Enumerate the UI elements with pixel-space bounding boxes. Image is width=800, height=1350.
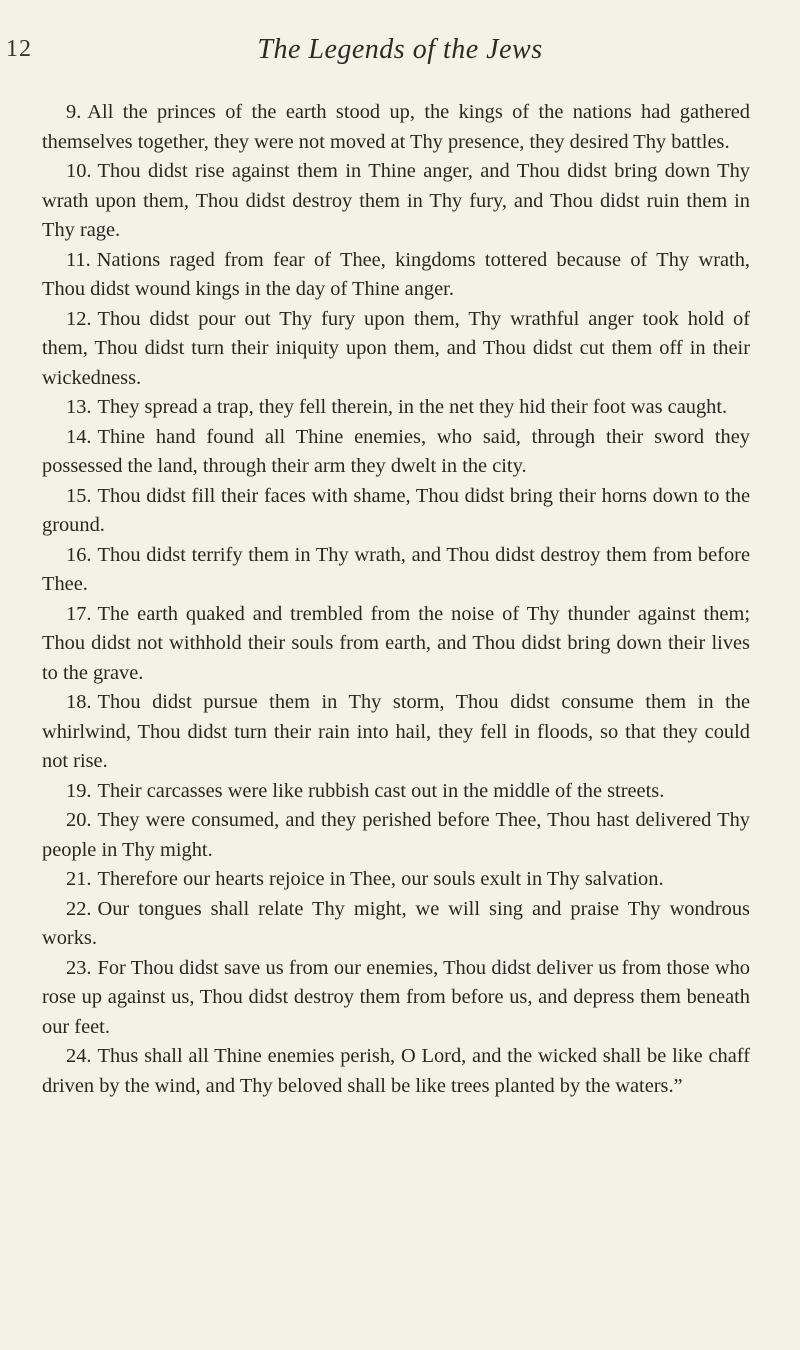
page-header	[0, 28, 800, 78]
verse-number: 13.	[66, 396, 92, 418]
verse-text: Nations raged from fear of Thee, kingdoms tottered because of Thy wrath, Thou didst wound kings in the day of Thine anger.	[42, 248, 750, 300]
verse	[42, 305, 750, 394]
verse-number: 10.	[66, 160, 92, 182]
verse	[42, 1042, 750, 1101]
verse-number: 23.	[66, 956, 92, 979]
verse-text: They spread a trap, they fell therein, in the net they hid their foot was caught.	[97, 396, 728, 418]
verse-number: 12.	[66, 307, 92, 330]
verse-text: All the princes of the earth stood up, the kings of the nations had gathered themselves together, they were not moved at Thy presence, they desired Thy battles.	[42, 101, 750, 153]
verse-text: Thou didst rise against them in Thine anger, and Thou didst bring down Thy wrath upon them, Thou didst destroy them in Thy fury, and Thou didst ruin them in Thy rage.	[42, 160, 750, 241]
verse	[42, 954, 750, 1043]
verse-text: For Thou didst save us from our enemies, Thou didst deliver us from those who rose up against us, Thou didst destroy them from before us, and depress them beneath our feet.	[42, 956, 750, 1038]
body-text	[42, 98, 750, 1101]
verse	[42, 98, 750, 157]
verse	[42, 423, 750, 482]
verse-number: 24.	[66, 1045, 92, 1067]
verse	[42, 777, 750, 807]
verse	[42, 482, 750, 541]
verse	[42, 393, 750, 423]
verse-text: Thou didst terrify them in Thy wrath, and Thou didst destroy them from before Thee.	[42, 543, 750, 595]
verse-number: 18.	[66, 691, 92, 713]
verse	[42, 246, 750, 305]
verse	[42, 157, 750, 246]
verse-text: Our tongues shall relate Thy might, we will sing and praise Thy wondrous works.	[42, 897, 750, 949]
verse-text: They were consumed, and they perished before Thee, Thou hast delivered Thy people in Thy might.	[42, 809, 750, 861]
verse	[42, 688, 750, 777]
verse-number: 16.	[66, 543, 92, 566]
verse	[42, 895, 750, 954]
running-title: The Legends of the Jews	[257, 34, 543, 65]
verse-number: 15.	[66, 484, 92, 507]
verse-number: 19.	[66, 779, 92, 802]
verse-number: 11.	[66, 248, 91, 271]
verse	[42, 806, 750, 865]
verse-number: 21.	[66, 868, 92, 890]
page-number: 12	[6, 36, 32, 62]
verse-number: 9.	[66, 101, 82, 123]
verse	[42, 865, 750, 895]
verse	[42, 541, 750, 600]
verse-text: Thou didst fill their faces with shame, Thou didst bring their horns down to the ground.	[42, 484, 750, 536]
verse-text: Thou didst pour out Thy fury upon them, Thy wrathful anger took hold of them, Thou didst turn their iniquity upon them, and Thou didst cut them off in their wickedness.	[42, 307, 750, 389]
verse-number: 22.	[66, 897, 92, 920]
verse	[42, 600, 750, 689]
verse-text: The earth quaked and trembled from the noise of Thy thunder against them; Thou didst not withhold their souls from earth, and Thou didst bring down their lives to the grave.	[42, 602, 750, 684]
verse-text: Thus shall all Thine enemies perish, O Lord, and the wicked shall be like chaff driven by the wind, and Thy beloved shall be like trees planted by the waters.”	[42, 1045, 750, 1097]
verse-number: 17.	[66, 602, 92, 625]
verse-number: 14.	[66, 425, 92, 448]
verse-text: Their carcasses were like rubbish cast out in the middle of the streets.	[97, 779, 665, 802]
verse-text: Therefore our hearts rejoice in Thee, our souls exult in Thy salvation.	[97, 868, 664, 890]
verse-text: Thou didst pursue them in Thy storm, Thou didst consume them in the whirlwind, Thou didst turn their rain into hail, they fell in floods, so that they could not rise.	[42, 691, 750, 772]
verse-text: Thine hand found all Thine enemies, who said, through their sword they possessed the land, through their arm they dwelt in the city.	[42, 425, 750, 477]
verse-number: 20.	[66, 809, 92, 831]
